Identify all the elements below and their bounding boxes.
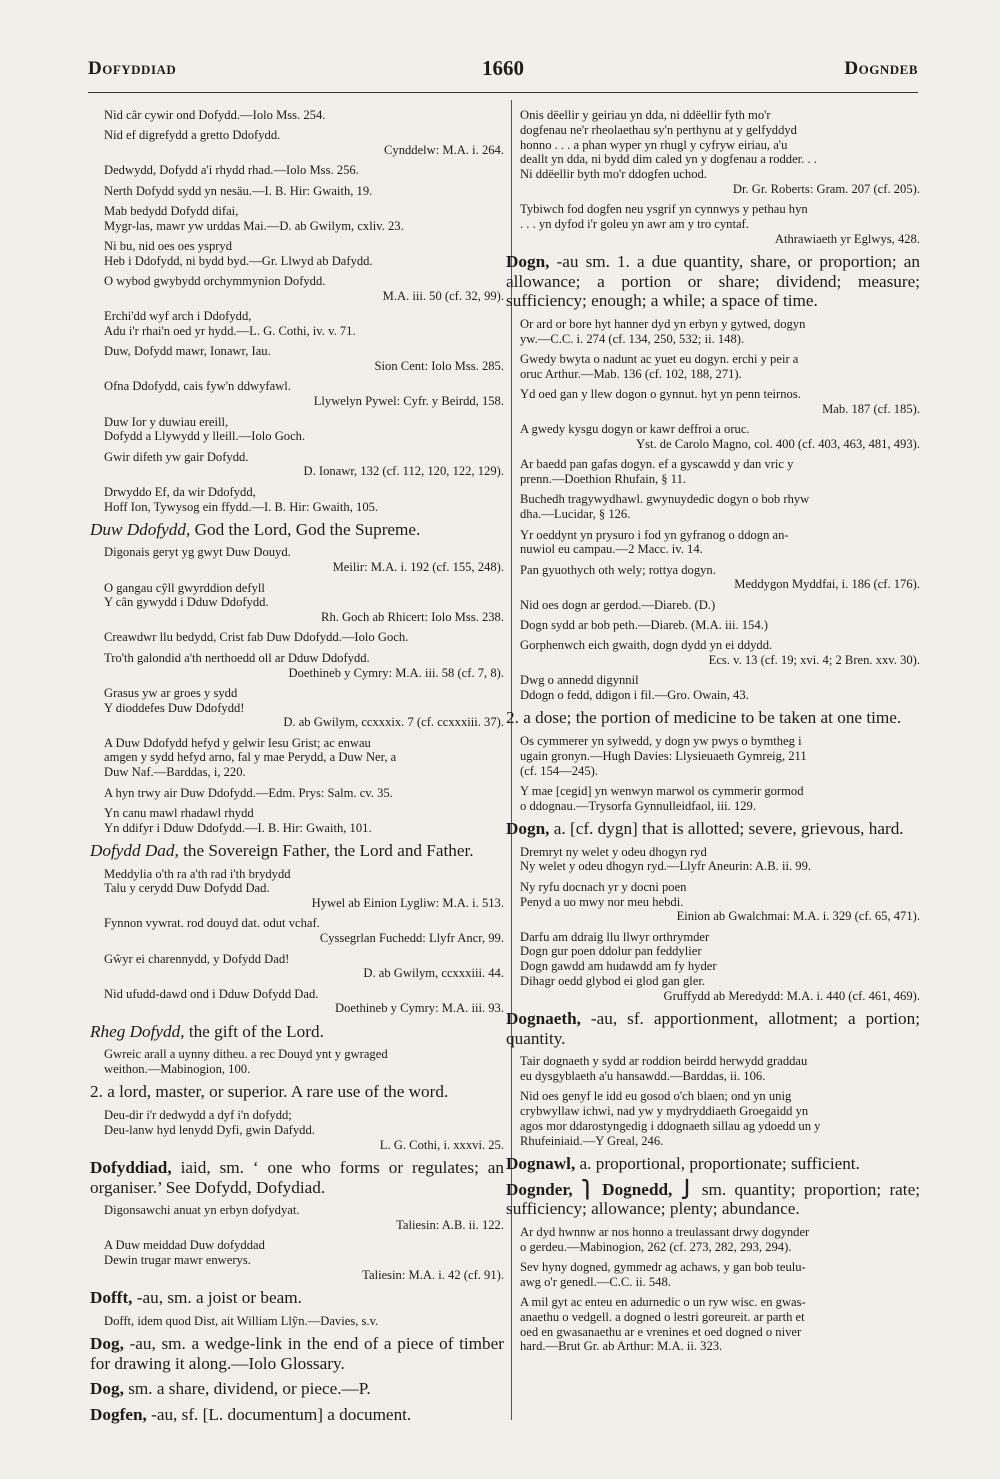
citation: Gruffydd ab Meredydd: M.A. i. 440 (cf. 461, 469).: [663, 988, 920, 1003]
dictionary-entry: [90, 1288, 504, 1308]
quotation-line: Tro'th galondid a'th nerthoedd oll ar Dduw Ddofydd.: [104, 650, 370, 665]
dictionary-entry: [90, 1379, 504, 1399]
entry-definition: a. proportional, proportionate; sufficient.: [575, 1154, 860, 1174]
quotation-line: A gwedy kysgu dogyn or kawr deffroi a oruc.: [520, 422, 750, 437]
entry-definition: 2. a lord, master, or superior. A rare use of the word.: [90, 1082, 449, 1102]
quotation-line: A Duw Ddofydd hefyd y gelwir Iesu Grist; ac enwau: [104, 735, 371, 750]
entry-definition: -au, sf. [L. documentum] a document.: [146, 1404, 412, 1424]
citation: Taliesin: A.B. ii. 122.: [396, 1217, 504, 1232]
quotation-line: Meddylia o'th ra a'th rad i'th brydydd: [104, 866, 291, 881]
quotation: [104, 916, 504, 946]
citation: Doethineb y Cymry: M.A. iii. 93.: [335, 1001, 504, 1016]
entry-definition: sm. quantity; proportion; rate; sufficiency; allowance; plenty; abundance.: [506, 1179, 920, 1219]
quotation: [104, 630, 504, 645]
citation: Meddygon Myddfai, i. 186 (cf. 176).: [734, 577, 920, 592]
quotation-line: Gwreic arall a uynny ditheu. a rec Douyd ynt y gwraged: [104, 1047, 388, 1062]
quotation-line: Dwg o annedd digynnil: [520, 673, 639, 688]
quotation: [520, 202, 920, 246]
header-right-guideword: Dogndeb: [844, 58, 918, 79]
quotation-line: Sev hyny dogned, gymmedr ag achaws, y gan bob teulu-: [520, 1259, 806, 1274]
quotation: [104, 806, 504, 836]
quotation: [520, 598, 920, 613]
quotation: [520, 880, 920, 924]
entry-headword: Dognaeth,: [506, 1009, 581, 1029]
quotation-line: Nerth Dofydd sydd yn nesäu.—I. B. Hir: Gwaith, 19.: [104, 183, 373, 198]
dictionary-entry: [90, 1405, 504, 1425]
quotation: [104, 239, 504, 269]
quotation: [104, 1047, 504, 1077]
quotation-line: Mab bedydd Dofydd difai,: [104, 203, 239, 218]
entry-headword: Dogfen,: [90, 1404, 147, 1424]
quotation-line: o gerdeu.—Mabinogion, 262 (cf. 273, 282, 293, 294).: [520, 1239, 792, 1254]
quotation-line: honno . . . a phan wyper yn rhugl y cyfryw eiriau, a'u: [520, 137, 788, 152]
header-left-guideword: Dofyddiad: [88, 58, 177, 79]
quotation-line: Grasus yw ar groes y sydd: [104, 685, 238, 700]
quotation: [520, 528, 920, 558]
quotation: [104, 309, 504, 339]
quotation-line: Erchi'dd wyf arch i Ddofydd,: [104, 309, 252, 324]
quotation: [104, 450, 504, 480]
quotation-line: Deu-lanw hyd lenydd Dyfi, gwin Dafydd.: [104, 1122, 315, 1137]
quotation-line: Nid ufudd-dawd ond i Dduw Dofydd Dad.: [104, 986, 319, 1001]
quotation: [104, 415, 504, 445]
quotation-line: Nid oes dogn ar gerdod.—Diareb. (D.): [520, 597, 716, 612]
quotation-line: Dogn sydd ar bob peth.—Diareb. (M.A. iii. 154.): [520, 618, 768, 632]
quotation-line: Ar baedd pan gafas dogyn. ef a gyscawdd y dan vric y: [520, 457, 794, 472]
quotation-line: Yr oeddynt yn prysuro i fod yn gyfranog o ddogn an-: [520, 527, 789, 542]
dictionary-entry: [90, 1022, 504, 1042]
quotation-line: agos mor ddarostyngedig i ddognaeth sillau ag ydoedd un y: [520, 1119, 821, 1133]
quotation-line: Talu y cerydd Duw Dofydd Dad.: [104, 881, 270, 896]
quotation: [104, 581, 504, 625]
citation: Doethineb y Cymry: M.A. iii. 58 (cf. 7, 8).: [288, 665, 504, 680]
dictionary-entry: [506, 1180, 920, 1219]
quotation-line: deallt yn dda, ni bydd dim caled yn y dogfenau a rodder. . .: [520, 152, 817, 167]
quotation-line: Dogn gur poen ddolur pan feddylier: [520, 944, 702, 959]
quotation: [520, 673, 920, 703]
quotation: [520, 618, 920, 633]
quotation-line: Deu-dir i'r dedwydd a dyf i'n dofydd;: [104, 1108, 292, 1123]
quotation-line: Gwedy bwyta o nadunt ac yuet eu dogyn. erchi y peir a: [520, 352, 799, 367]
quotation-line: Rhufeiniaid.—Y Greal, 246.: [520, 1133, 664, 1148]
quotation: [520, 1054, 920, 1084]
quotation-line: Nid câr cywir ond Dofydd.—Iolo Mss. 254.: [104, 108, 326, 122]
quotation-line: o ddognau.—Trysorfa Gynnulleidfaol, iii. 129.: [520, 798, 756, 813]
quotation: [520, 734, 920, 778]
quotation-line: eu dysgyblaeth a'u hansawdd.—Barddas, ii. 106.: [520, 1069, 766, 1084]
citation: Sion Cent: Iolo Mss. 285.: [374, 359, 504, 374]
dictionary-entry: [90, 841, 504, 861]
quotation-line: Ar dyd hwnnw ar nos honno a treulassant drwy dogynder: [520, 1224, 810, 1239]
citation: D. ab Gwilym, ccxxxix. 7 (cf. ccxxxiii. 37).: [283, 715, 504, 730]
quotation-line: Dogn gawdd am hudawdd am fy hyder: [520, 959, 717, 974]
quotation: [104, 485, 504, 515]
quotation-line: ugain gronyn.—Hugh Davies: Llysieuaeth Gymreig, 211: [520, 748, 807, 763]
quotation-line: yw.—C.C. i. 274 (cf. 134, 250, 532; ii. 148).: [520, 331, 745, 346]
quotation-line: Duw, Dofydd mawr, Ionawr, Iau.: [104, 344, 271, 359]
quotation-line: Creawdwr llu bedydd, Crist fab Duw Ddofydd.—Iolo Goch.: [104, 630, 409, 645]
dictionary-entry: [506, 1009, 920, 1048]
quotation: [104, 1108, 504, 1152]
quotation-line: . . . yn dyfod i'r goleu yn awr am y tro cyntaf.: [520, 217, 749, 232]
citation: Taliesin: M.A. i. 42 (cf. 91).: [362, 1267, 504, 1282]
entry-headword: Dofydd Dad,: [90, 840, 179, 860]
entry-headword: Rheg Dofydd,: [90, 1021, 185, 1041]
quotation: [520, 1260, 920, 1290]
quotation-line: Y dioddefes Duw Ddofydd!: [104, 700, 245, 715]
quotation-line: weithon.—Mabinogion, 100.: [104, 1062, 251, 1077]
left-column: [90, 108, 504, 1428]
entry-definition: -au sm. 1. a due quantity, share, or proportion; an allowance; a portion or share; dividend; measure; sufficiency; enough; a while; a space of time.: [506, 252, 920, 311]
quotation-line: A hyn trwy air Duw Ddofydd.—Edm. Prys: Salm. cv. 35.: [104, 785, 393, 800]
quotation-line: dogfenau ne'r rheolaethau sy'n perthynu at y gelfyddyd: [520, 122, 797, 137]
quotation-line: Penyd a uo mwy nor meu hebdi.: [520, 894, 684, 909]
quotation: [520, 1225, 920, 1255]
entry-definition: the Sovereign Father, the Lord and Father.: [178, 840, 474, 860]
quotation-line: Dremryt ny welet y odeu dhogyn ryd: [520, 844, 707, 859]
quotation-line: dha.—Lucidar, § 126.: [520, 507, 631, 522]
citation: Mab. 187 (cf. 185).: [822, 401, 920, 416]
quotation-line: A Duw meiddad Duw dofyddad: [104, 1238, 265, 1253]
quotation-line: Ofna Ddofydd, cais fyw'n ddwyfawl.: [104, 379, 291, 394]
quotation-line: Duw Ior y duwiau ereill,: [104, 414, 229, 429]
quotation-line: Hoff Ion, Tywysog ein ffydd.—I. B. Hir: Gwaith, 105.: [104, 499, 379, 514]
quotation: [104, 686, 504, 730]
entry-headword: Dog,: [90, 1333, 124, 1353]
entry-definition: a. [cf. dygn] that is allotted; severe, grievous, hard.: [549, 819, 904, 839]
quotation-line: Adu i'r rhai'n oed yr hydd.—L. G. Cothi, iv. v. 71.: [104, 324, 356, 339]
quotation: [104, 204, 504, 234]
citation: Yst. de Carolo Magno, col. 400 (cf. 403, 463, 481, 493).: [635, 437, 920, 452]
quotation: [104, 545, 504, 575]
quotation-line: (cf. 154—245).: [520, 763, 598, 778]
entry-headword: Dofyddiad,: [90, 1157, 172, 1177]
quotation-line: crybwyllaw ichwi, nad yw y mydryddiaeth Groegaidd yn: [520, 1104, 809, 1119]
quotation-line: Tair dognaeth y sydd ar roddion beirdd herwydd graddau: [520, 1054, 808, 1069]
entry-definition: -au, sm. a joist or beam.: [132, 1288, 302, 1308]
quotation-line: Yn ddifyr i Dduw Ddofydd.—I. B. Hir: Gwaith, 101.: [104, 820, 372, 835]
dictionary-entry: [90, 1334, 504, 1373]
quotation-line: Buchedh tragywydhawl. gwynuydedic dogyn o bob rhyw: [520, 492, 810, 507]
quotation: [104, 128, 504, 158]
quotation-line: Os cymmerer yn sylwedd, y dogn yw pwys o bymtheg i: [520, 734, 802, 749]
dictionary-entry: [506, 1154, 920, 1174]
quotation: [104, 379, 504, 409]
quotation-line: oruc Arthur.—Mab. 136 (cf. 102, 188, 271).: [520, 366, 742, 381]
quotation-line: Pan gyuothych oth wely; rottya dogyn.: [520, 562, 716, 577]
quotation-line: Onis dëellir y geiriau yn dda, ni ddëellir fyth mo'r: [520, 108, 771, 122]
quotation-line: Drwyddo Ef, da wir Ddofydd,: [104, 484, 256, 499]
quotation-line: Y mae [cegid] yn wenwyn marwol os cymmerir gormod: [520, 783, 804, 798]
citation: Athrawiaeth yr Eglwys, 428.: [774, 231, 920, 246]
quotation-line: Yd oed gan y llew dogon o gynnut. hyt yn penn teirnos.: [520, 387, 801, 402]
quotation-line: Duw Naf.—Barddas, i, 220.: [104, 765, 246, 780]
dictionary-entry: [506, 819, 920, 839]
entry-definition: sm. a share, dividend, or piece.—P.: [123, 1379, 371, 1399]
quotation: [520, 387, 920, 417]
quotation: [520, 638, 920, 668]
quotation-line: Gorphenwch eich gwaith, dogn dydd yn ei ddydd.: [520, 638, 773, 653]
quotation: [520, 1089, 920, 1148]
quotation-line: Dihagr oedd glybod ei glod gan gler.: [520, 974, 706, 989]
citation: L. G. Cothi, i. xxxvi. 25.: [379, 1137, 504, 1152]
quotation: [520, 784, 920, 814]
quotation-line: Nid ef digrefydd a gretto Ddofydd.: [104, 128, 281, 143]
entry-headword: Dog,: [90, 1379, 124, 1399]
quotation: [520, 845, 920, 875]
quotation: [104, 736, 504, 780]
citation: Einion ab Gwalchmai: M.A. i. 329 (cf. 65, 471).: [676, 909, 920, 924]
citation: Llywelyn Pywel: Cyfr. y Beirdd, 158.: [313, 394, 504, 409]
quotation-line: Y cân gywydd i Dduw Ddofydd.: [104, 595, 269, 610]
entry-definition: the gift of the Lord.: [184, 1021, 324, 1041]
entry-headword: Dofft,: [90, 1288, 133, 1308]
quotation-line: Dofydd a Llywydd y lleill.—Iolo Goch.: [104, 429, 306, 444]
dictionary-entry: [90, 1158, 504, 1197]
quotation: [104, 786, 504, 801]
quotation-line: Heb i Ddofydd, ni bydd byd.—Gr. Llwyd ab Dafydd.: [104, 253, 373, 268]
quotation: [104, 108, 504, 123]
quotation-line: Ny ryfu docnach yr y docni poen: [520, 879, 687, 894]
quotation: [520, 457, 920, 487]
citation: Rh. Goch ab Rhicert: Iolo Mss. 238.: [321, 610, 504, 625]
quotation-line: amgen y sydd hefyd arno, fal y mae Perydd, a Duw Ner, a: [104, 750, 397, 765]
entry-definition: iaid, sm. ‘ one who forms or regulates; an organiser.’ See Dofydd, Dofydiad.: [90, 1157, 504, 1197]
quotation-line: Nid oes genyf le idd eu gosod o'ch blaen; ond yn unig: [520, 1089, 792, 1104]
quotation-line: Dewin trugar mawr enwerys.: [104, 1252, 251, 1267]
quotation-line: Dofft, idem quod Dist, ait William Llŷn.—Davies, s.v.: [104, 1313, 379, 1328]
quotation-line: oed en gwasanaethu ar e vrenines et oed dogned o niver: [520, 1324, 802, 1339]
quotation-line: Mygr-las, mawr yw urddas Mai.—D. ab Gwilym, cxliv. 23.: [104, 218, 404, 233]
quotation: [104, 651, 504, 681]
entry-definition: 2. a dose; the portion of medicine to be taken at one time.: [506, 708, 902, 728]
dictionary-entry: [90, 520, 504, 540]
entry-definition: -au, sf. apportionment, allotment; a portion; quantity.: [506, 1009, 920, 1048]
quotation-line: Gŵyr ei charennydd, y Dofydd Dad!: [104, 951, 290, 966]
quotation-line: Tybiwch fod dogfen neu ysgrif yn cynnwys y pethau hyn: [520, 202, 808, 217]
dictionary-entry: [90, 1082, 504, 1102]
quotation: [520, 317, 920, 347]
citation: M.A. iii. 50 (cf. 32, 99).: [382, 288, 504, 303]
quotation: [520, 930, 920, 1004]
entry-headword: Dognder, ⎫ Dognedd, ⎭: [506, 1179, 694, 1199]
quotation: [520, 352, 920, 382]
quotation-line: Or ard or bore hyt hanner dyd yn erbyn y gytwed, dogyn: [520, 316, 806, 331]
quotation-line: Dedwydd, Dofydd a'i rhydd rhad.—Iolo Mss. 256.: [104, 163, 359, 178]
entry-headword: Dognawl,: [506, 1154, 576, 1174]
quotation: [104, 1314, 504, 1329]
entry-headword: Duw Ddofydd,: [90, 519, 191, 539]
right-column: [506, 108, 920, 1428]
header-rule: [88, 92, 918, 93]
quotation: [104, 344, 504, 374]
quotation-line: O gangau cŷll gwyrddion defyll: [104, 580, 265, 595]
quotation: [104, 184, 504, 199]
dictionary-entry: [506, 252, 920, 311]
citation: Cynddelw: M.A. i. 264.: [384, 143, 504, 158]
quotation: [104, 1238, 504, 1282]
entry-definition: -au, sm. a wedge-link in the end of a piece of timber for drawing it along.—Iolo Glossary.: [90, 1333, 504, 1373]
quotation-line: hard.—Brut Gr. ab Arthur: M.A. ii. 323.: [520, 1339, 723, 1354]
page-header: [88, 58, 918, 88]
quotation-line: Digonais geryt yg gwyt Duw Douyd.: [104, 545, 291, 560]
quotation-line: Ni ddëellir byth mo'r ddogfen uchod.: [520, 167, 707, 182]
quotation: [520, 422, 920, 452]
citation: D. Ionawr, 132 (cf. 112, 120, 122, 129).: [303, 464, 504, 479]
citation: D. ab Gwilym, ccxxxiii. 44.: [363, 966, 504, 981]
dictionary-entry: [506, 708, 920, 728]
quotation: [520, 492, 920, 522]
quotation: [520, 108, 920, 197]
quotation: [104, 1203, 504, 1233]
quotation-line: Fynnon vywrat. rod douyd dat. odut vchaf.: [104, 916, 320, 931]
quotation-line: Ny welet y odeu dhogyn ryd.—Llyfr Aneurin: A.B. ii. 99.: [520, 859, 812, 874]
quotation-line: Ddogn o fedd, ddigon i fil.—Gro. Owain, 43.: [520, 688, 749, 703]
citation: Ecs. v. 13 (cf. 19; xvi. 4; 2 Bren. xxv. 30).: [708, 653, 920, 668]
quotation: [104, 987, 504, 1017]
quotation-line: Darfu am ddraig llu llwyr orthrymder: [520, 929, 710, 944]
citation: Cyssegrlan Fuchedd: Llyfr Ancr, 99.: [319, 931, 504, 946]
quotation-line: nuwiol eu campau.—2 Macc. iv. 14.: [520, 542, 703, 557]
quotation: [104, 274, 504, 304]
citation: Dr. Gr. Roberts: Gram. 207 (cf. 205).: [732, 181, 920, 196]
quotation: [520, 1295, 920, 1354]
quotation-line: Gwir difeth yw gair Dofydd.: [104, 449, 249, 464]
quotation: [104, 163, 504, 178]
entry-definition: God the Lord, God the Supreme.: [190, 519, 421, 539]
quotation-line: A mil gyt ac enteu en adurnedic o un ryw wisc. en gwas-: [520, 1295, 806, 1310]
quotation: [104, 952, 504, 982]
entry-headword: Dogn,: [506, 252, 550, 272]
quotation-line: awg o'r genedl.—C.C. ii. 548.: [520, 1274, 671, 1289]
page-number: 1660: [482, 56, 524, 80]
quotation-line: O wybod gwybydd orchymmynion Dofydd.: [104, 274, 326, 289]
quotation-line: Ni bu, nid oes oes yspryd: [104, 239, 233, 254]
citation: Meilir: M.A. i. 192 (cf. 155, 248).: [332, 560, 504, 575]
entry-headword: Dogn,: [506, 819, 550, 839]
quotation: [520, 563, 920, 593]
quotation-line: prenn.—Doethion Rhufain, § 11.: [520, 472, 687, 487]
quotation: [104, 867, 504, 911]
quotation-line: anaethu o vedgell. a dogned o lestri goreureit. ar parth et: [520, 1309, 805, 1324]
citation: Hywel ab Einion Lygliw: M.A. i. 513.: [311, 896, 504, 911]
quotation-line: Digonsawchi anuat yn erbyn dofydyat.: [104, 1203, 300, 1218]
quotation-line: Yn canu mawl rhadawl rhydd: [104, 805, 254, 820]
